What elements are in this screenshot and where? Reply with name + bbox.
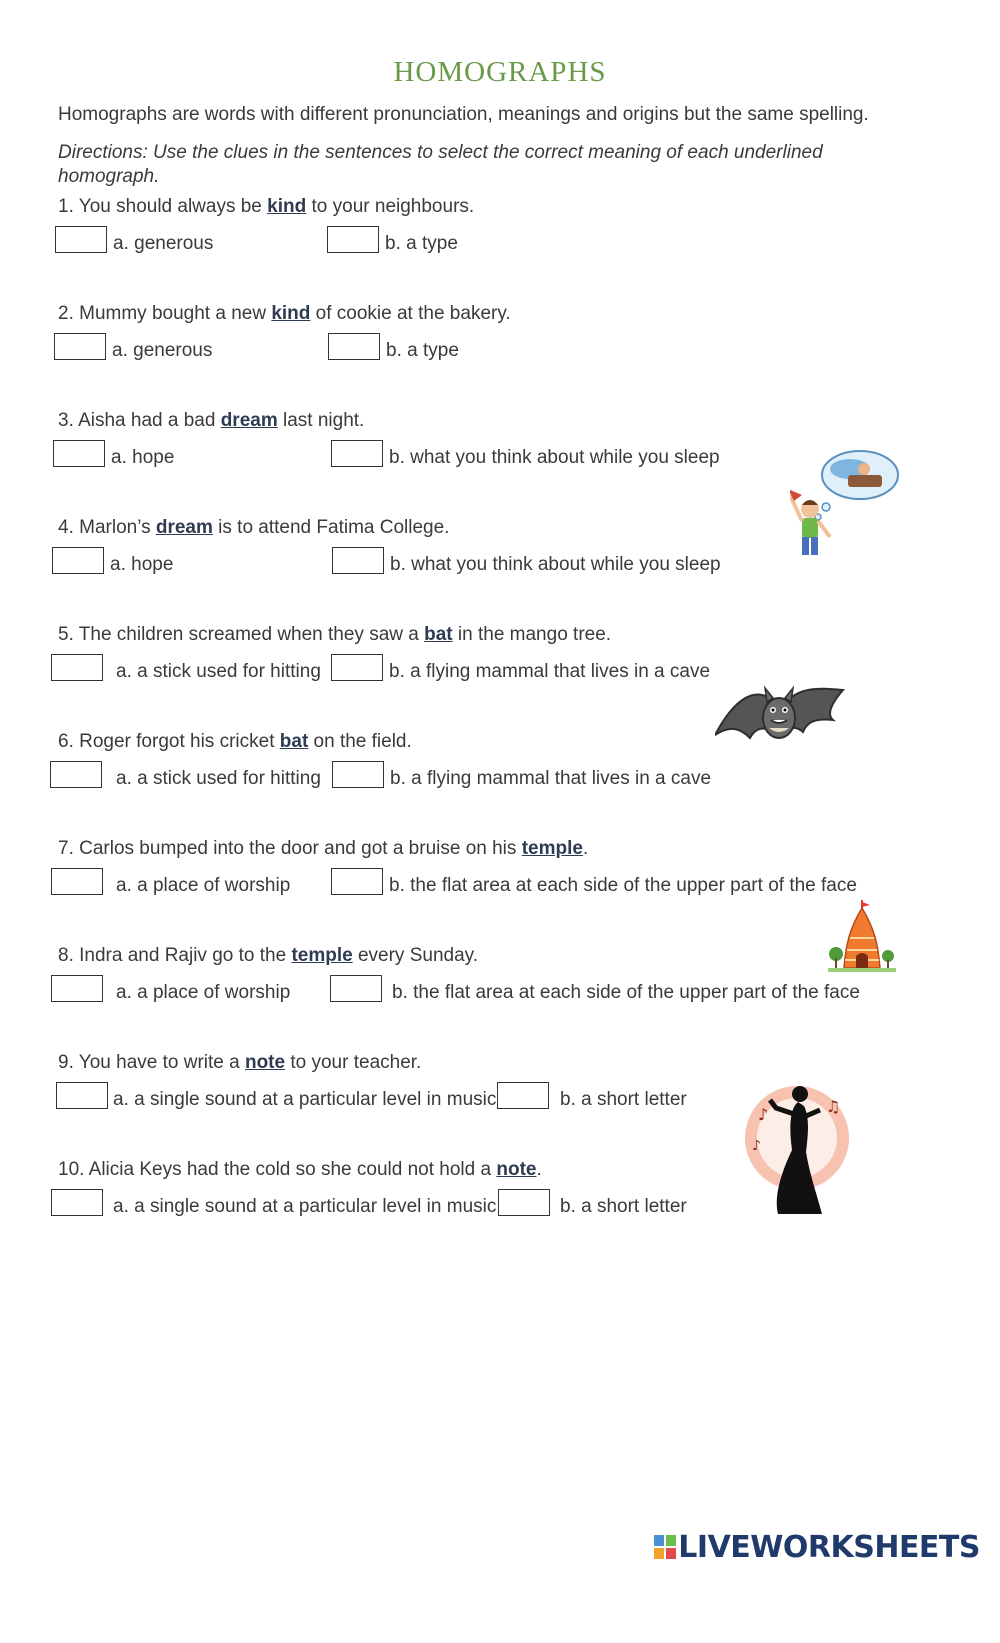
option-b-label: b. what you think about while you sleep xyxy=(389,447,720,468)
option-b-label: b. a type xyxy=(386,340,459,361)
question-2 xyxy=(58,303,978,393)
option-a-label: a. a single sound at a particular level in music xyxy=(113,1196,497,1217)
answer-box-b[interactable] xyxy=(330,975,382,1002)
answer-box-b[interactable] xyxy=(328,333,380,360)
option-a-label: a. generous xyxy=(112,340,213,361)
answer-box-b[interactable] xyxy=(331,654,383,681)
answer-box-b[interactable] xyxy=(331,868,383,895)
answer-box-a[interactable] xyxy=(54,333,106,360)
answer-box-a[interactable] xyxy=(50,761,102,788)
homograph-word: temple xyxy=(521,838,583,859)
question-text: 2. Mummy bought a new kind of cookie at the bakery. xyxy=(58,303,511,324)
question-text: 10. Alicia Keys had the cold so she could not hold a note. xyxy=(58,1159,542,1180)
svg-text:♪: ♪ xyxy=(752,1138,761,1154)
svg-text:♪: ♪ xyxy=(758,1105,769,1124)
homograph-word: note xyxy=(244,1052,286,1073)
question-text: 3. Aisha had a bad dream last night. xyxy=(58,410,365,431)
question-text: 7. Carlos bumped into the door and got a bruise on his temple. xyxy=(58,838,589,859)
option-a-label: a. a stick used for hitting xyxy=(116,768,321,789)
homograph-word: temple xyxy=(291,945,353,966)
option-b-label: b. a flying mammal that lives in a cave xyxy=(389,661,711,682)
liveworksheets-logo xyxy=(654,1530,980,1565)
option-a-label: a. hope xyxy=(110,554,174,575)
homograph-word: bat xyxy=(279,731,309,752)
answer-box-a[interactable] xyxy=(55,226,107,253)
option-b-label: b. a flying mammal that lives in a cave xyxy=(390,768,712,789)
answer-box-b[interactable] xyxy=(332,761,384,788)
answer-box-a[interactable] xyxy=(51,654,103,681)
singer-illustration xyxy=(740,1080,855,1220)
homograph-word: kind xyxy=(267,196,307,217)
answer-box-a[interactable] xyxy=(56,1082,108,1109)
option-b-label: b. the flat area at each side of the upper part of the face xyxy=(389,875,857,896)
question-text: 5. The children screamed when they saw a bat in the mango tree. xyxy=(58,624,612,645)
answer-box-b[interactable] xyxy=(332,547,384,574)
intro-text: Homographs are words with different pronunciation, meanings and origins but the same spelling. xyxy=(58,104,869,125)
question-text: 8. Indra and Rajiv go to the temple every Sunday. xyxy=(58,945,479,966)
homograph-word: kind xyxy=(271,303,311,324)
answer-box-a[interactable] xyxy=(51,975,103,1002)
answer-box-a[interactable] xyxy=(51,1189,103,1216)
logo-icon xyxy=(654,1535,676,1559)
option-a-label: a. a single sound at a particular level in music xyxy=(113,1089,497,1110)
page-title: HOMOGRAPHS xyxy=(393,56,607,88)
logo-text: LIVEWORKSHEETS xyxy=(678,1530,980,1565)
dreaming-boy-illustration xyxy=(790,445,900,560)
option-b-label: b. a type xyxy=(385,233,458,254)
option-b-label: b. what you think about while you sleep xyxy=(390,554,721,575)
temple-illustration xyxy=(828,898,896,976)
homograph-word: bat xyxy=(424,624,453,645)
option-a-label: a. generous xyxy=(113,233,214,254)
question-text: 4. Marlon’s dream is to attend Fatima College. xyxy=(58,517,450,538)
answer-box-a[interactable] xyxy=(53,440,105,467)
answer-box-b[interactable] xyxy=(327,226,379,253)
homograph-word: dream xyxy=(155,517,213,538)
answer-box-a[interactable] xyxy=(52,547,104,574)
answer-box-b[interactable] xyxy=(498,1189,550,1216)
option-b-label: b. a short letter xyxy=(560,1089,687,1110)
option-a-label: a. a place of worship xyxy=(116,982,291,1003)
option-a-label: a. a place of worship xyxy=(116,875,291,896)
option-b-label: b. a short letter xyxy=(560,1196,687,1217)
answer-box-a[interactable] xyxy=(51,868,103,895)
bat-illustration xyxy=(715,680,845,760)
question-text: 9. You have to write a note to your teacher. xyxy=(58,1052,422,1073)
option-a-label: a. a stick used for hitting xyxy=(116,661,321,682)
answer-box-b[interactable] xyxy=(497,1082,549,1109)
directions-text: Directions: Use the clues in the sentences to select the correct meaning of each underlined homograph. xyxy=(58,142,823,187)
question-text: 6. Roger forgot his cricket bat on the field. xyxy=(58,731,412,752)
question-text: 1. You should always be kind to your neighbours. xyxy=(58,196,475,217)
question-1 xyxy=(58,196,978,286)
option-a-label: a. hope xyxy=(111,447,175,468)
option-b-label: b. the flat area at each side of the upper part of the face xyxy=(392,982,860,1003)
svg-text:♫: ♫ xyxy=(826,1097,841,1116)
answer-box-b[interactable] xyxy=(331,440,383,467)
homograph-word: dream xyxy=(220,410,278,431)
homograph-word: note xyxy=(496,1159,537,1180)
